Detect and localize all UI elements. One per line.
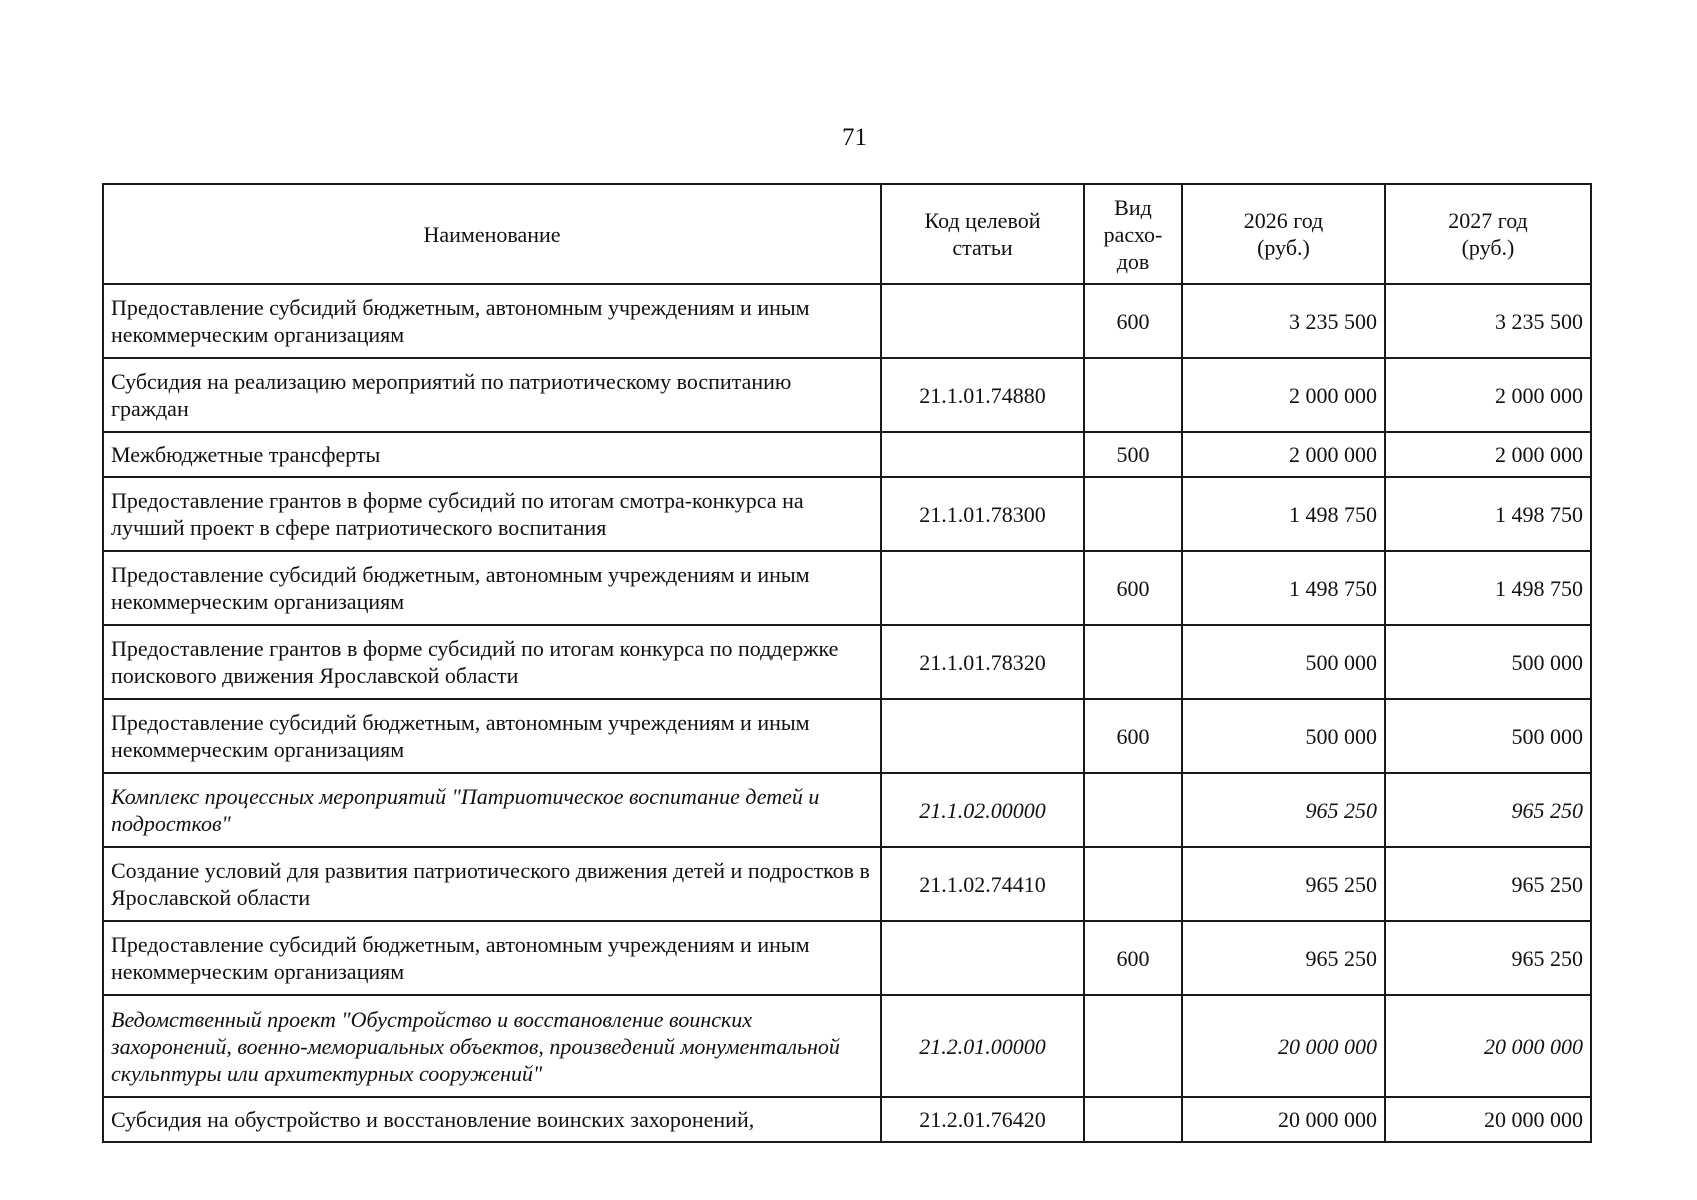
row-year-2026: 3 235 500 [1182, 284, 1385, 358]
row-name: Ведомственный проект "Обустройство и восстановление воинских захоронений, военно-мемориальных объектов, произведений монументальной скульптуры или архитектурных сооружений" [103, 995, 881, 1097]
row-code [881, 921, 1084, 995]
row-year-2026: 965 250 [1182, 847, 1385, 921]
header-year-2027: 2027 год (руб.) [1385, 184, 1591, 284]
header-code: Код целевой статьи [881, 184, 1084, 284]
row-year-2027: 20 000 000 [1385, 995, 1591, 1097]
table-row [103, 773, 1591, 847]
row-code: 21.1.02.00000 [881, 773, 1084, 847]
row-type: 600 [1084, 284, 1182, 358]
row-name: Предоставление субсидий бюджетным, автономным учреждениям и иным некоммерческим организациям [103, 921, 881, 995]
header-type: Вид расхо-дов [1084, 184, 1182, 284]
row-year-2027: 3 235 500 [1385, 284, 1591, 358]
table-header-row [103, 184, 1591, 284]
row-year-2026: 965 250 [1182, 921, 1385, 995]
row-year-2027: 2 000 000 [1385, 358, 1591, 432]
table-row [103, 995, 1591, 1097]
row-year-2026: 1 498 750 [1182, 551, 1385, 625]
table-row [103, 699, 1591, 773]
header-name: Наименование [103, 184, 881, 284]
row-year-2026: 2 000 000 [1182, 432, 1385, 477]
row-year-2027: 1 498 750 [1385, 477, 1591, 551]
budget-table [102, 183, 1592, 1143]
row-name: Создание условий для развития патриотического движения детей и подростков в Ярославской области [103, 847, 881, 921]
row-code [881, 699, 1084, 773]
row-type: 600 [1084, 921, 1182, 995]
row-name: Предоставление грантов в форме субсидий по итогам конкурса по поддержке поискового движения Ярославской области [103, 625, 881, 699]
header-year-2026: 2026 год (руб.) [1182, 184, 1385, 284]
row-name: Комплекс процессных мероприятий "Патриотическое воспитание детей и подростков" [103, 773, 881, 847]
row-year-2026: 2 000 000 [1182, 358, 1385, 432]
row-year-2026: 500 000 [1182, 625, 1385, 699]
row-code [881, 432, 1084, 477]
row-year-2026: 20 000 000 [1182, 995, 1385, 1097]
row-type [1084, 995, 1182, 1097]
table-row [103, 477, 1591, 551]
table-row [103, 625, 1591, 699]
row-name: Субсидия на обустройство и восстановление воинских захоронений, [103, 1097, 881, 1142]
row-code: 21.1.01.78320 [881, 625, 1084, 699]
row-code: 21.1.01.74880 [881, 358, 1084, 432]
table-row [103, 284, 1591, 358]
row-type: 500 [1084, 432, 1182, 477]
row-code: 21.1.01.78300 [881, 477, 1084, 551]
row-year-2027: 1 498 750 [1385, 551, 1591, 625]
row-type [1084, 358, 1182, 432]
row-year-2026: 1 498 750 [1182, 477, 1385, 551]
table-row [103, 1097, 1591, 1142]
row-year-2027: 500 000 [1385, 625, 1591, 699]
row-year-2026: 20 000 000 [1182, 1097, 1385, 1142]
row-type [1084, 1097, 1182, 1142]
row-name: Предоставление субсидий бюджетным, автономным учреждениям и иным некоммерческим организациям [103, 551, 881, 625]
row-year-2027: 965 250 [1385, 773, 1591, 847]
table-row [103, 432, 1591, 477]
row-code [881, 551, 1084, 625]
row-name: Предоставление субсидий бюджетным, автономным учреждениям и иным некоммерческим организациям [103, 284, 881, 358]
row-year-2027: 20 000 000 [1385, 1097, 1591, 1142]
row-year-2027: 965 250 [1385, 921, 1591, 995]
row-year-2026: 500 000 [1182, 699, 1385, 773]
row-code: 21.2.01.00000 [881, 995, 1084, 1097]
row-type [1084, 625, 1182, 699]
row-code: 21.2.01.76420 [881, 1097, 1084, 1142]
page-number: 71 [842, 124, 867, 151]
row-name: Предоставление грантов в форме субсидий по итогам смотра-конкурса на лучший проект в сфере патриотического воспитания [103, 477, 881, 551]
row-code [881, 284, 1084, 358]
row-code: 21.1.02.74410 [881, 847, 1084, 921]
row-year-2027: 2 000 000 [1385, 432, 1591, 477]
row-name: Предоставление субсидий бюджетным, автономным учреждениям и иным некоммерческим организациям [103, 699, 881, 773]
row-type [1084, 847, 1182, 921]
row-type [1084, 773, 1182, 847]
row-name: Межбюджетные трансферты [103, 432, 881, 477]
table-row [103, 847, 1591, 921]
row-year-2027: 965 250 [1385, 847, 1591, 921]
row-year-2027: 500 000 [1385, 699, 1591, 773]
table-row [103, 551, 1591, 625]
row-type [1084, 477, 1182, 551]
row-type: 600 [1084, 551, 1182, 625]
table-row [103, 358, 1591, 432]
row-name: Субсидия на реализацию мероприятий по патриотическому воспитанию граждан [103, 358, 881, 432]
row-type: 600 [1084, 699, 1182, 773]
table-row [103, 921, 1591, 995]
row-year-2026: 965 250 [1182, 773, 1385, 847]
